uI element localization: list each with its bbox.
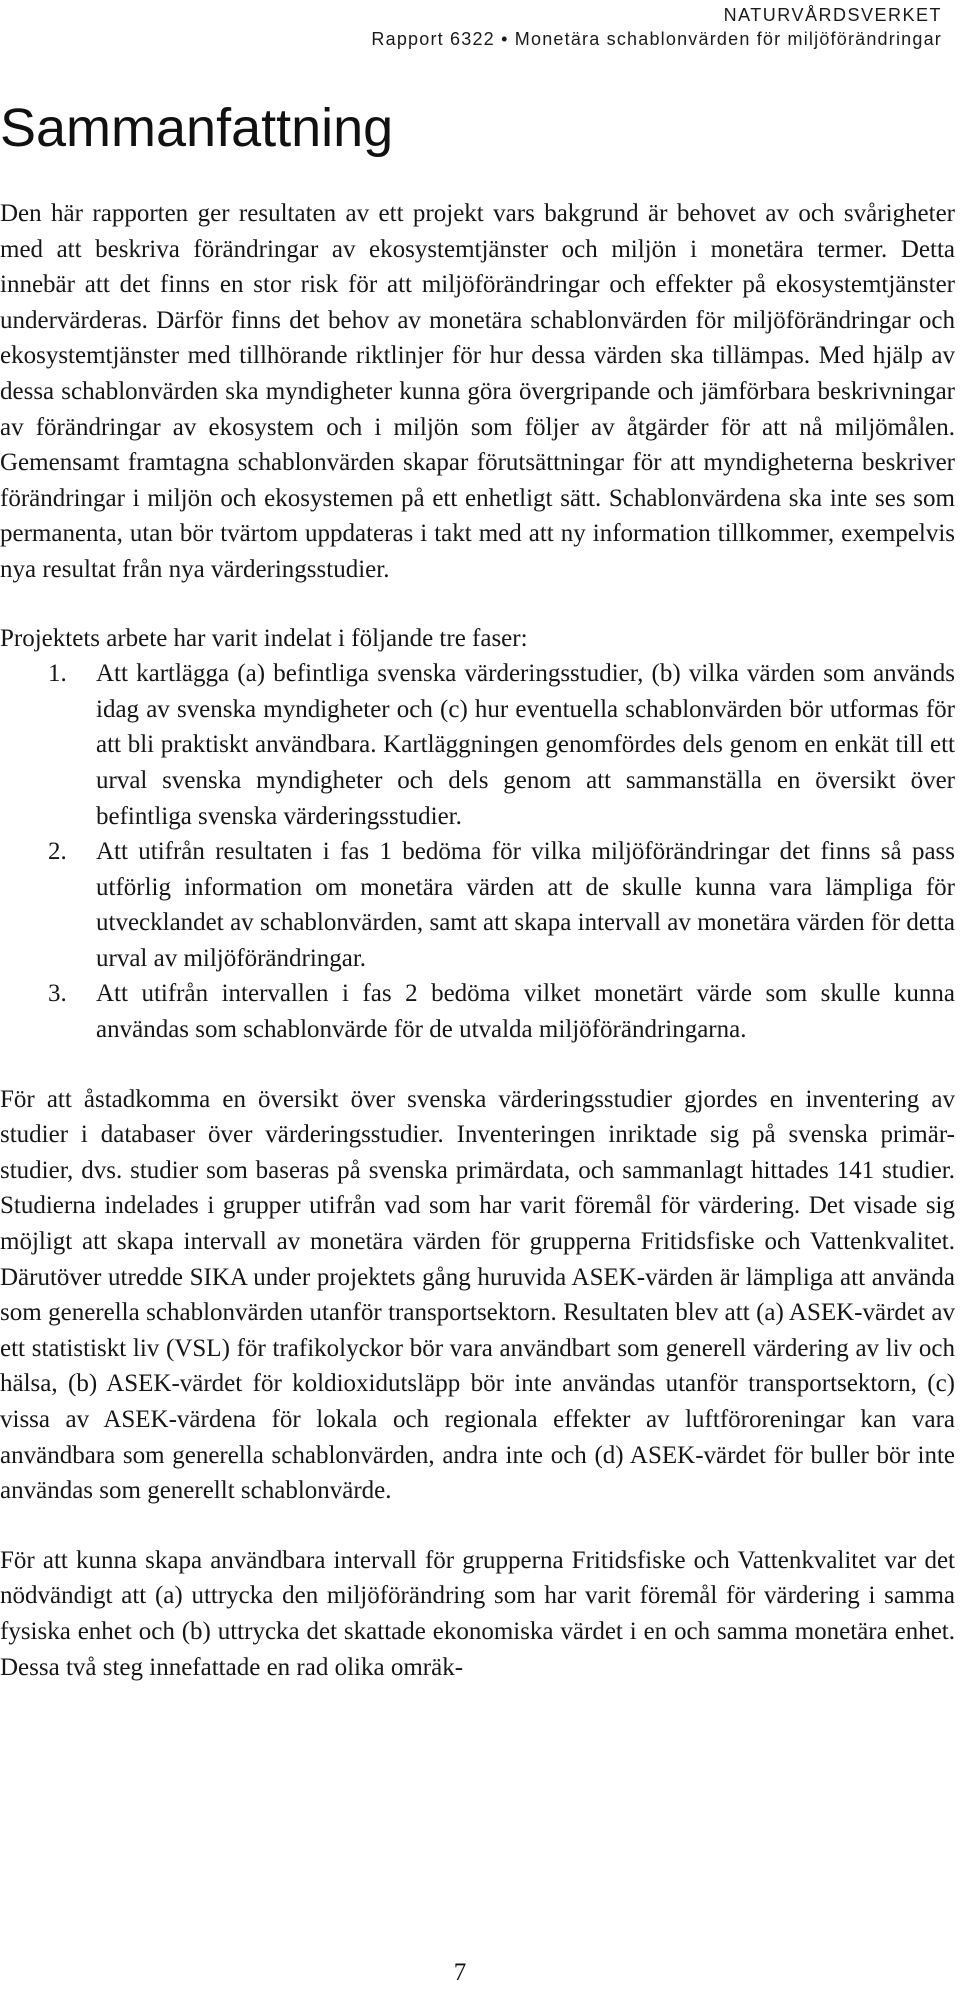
running-header xyxy=(371,0,942,50)
list-item xyxy=(0,834,955,976)
list-item-text: Att kartlägga (a) befintliga svenska värderingsstudier, (b) vilka värden som används idag av svenska myndigheter och (c) hur eventuella schablonvärden bör utformas för att bli praktiskt användbara. Kartläggningen genomfördes dels genom en enkät till ett urval svenska myndigheter och dels genom att sammanställa en översikt över befintliga svenska värderingsstudier. xyxy=(96,660,955,830)
summary-paragraph: Den här rapporten ger resultaten av ett projekt vars bakgrund är behovet av och svårigheter med att beskriva förändringar av ekosystemtjänster och miljön i monetära termer. Detta innebär att det finns en stor risk för att miljöförändringar och effekter på ekosystemtjänster undervärderas. Därför finns det behov av monetära schablonvärden för miljöförändringar och ekosystemtjänster med tillhörande riktlinjer för hur dessa värden ska tillämpas. Med hjälp av dessa schablonvärden ska myndigheter kunna göra övergripande och jämförbara beskrivningar av förändringar av ekosystem och i miljön som följer av åtgärder för att nå miljömålen. Gemensamt framtagna schablonvärden skapar förutsättningar för att myndigheterna beskriver förändringar i miljön och ekosystemen på ett enhetligt sätt. Schablonvärdena ska inte ses som permanenta, utan bör tvärtom uppdateras i takt med att ny information tillkommer, exempelvis nya resultat från nya värderingsstudier. xyxy=(0,200,955,583)
page-number: 7 xyxy=(453,1959,467,1986)
body-text xyxy=(0,196,955,1685)
list-item-number: 2. xyxy=(48,838,67,866)
list-item xyxy=(0,656,955,834)
list-item-number: 3. xyxy=(48,980,67,1008)
list-item-text: Att utifrån resultaten i fas 1 bedöma för vilka miljöförändringar det finns så pass utförlig information om monetära värden att de skulle kunna vara lämpliga för utvecklandet av schablonvärden, samt att skapa intervall av monetära värden för detta urval av miljöförändringar. xyxy=(96,838,955,972)
page-title: Sammanfattning xyxy=(0,98,394,158)
phases-intro: Projektets arbete har varit indelat i följande tre faser: xyxy=(0,624,528,652)
inventory-paragraph: För att åstadkomma en översikt över svenska värderingsstudier gjordes en inventering av studier i databaser över värderingsstudier. Inventeringen inriktade sig på svenska primär-studier, dvs. studier som baseras på svenska primärdata, och sammanlagt hittades 141 studier. Studierna indelades i grupper utifrån vad som har varit föremål för värdering. Det visade sig möjligt att skapa intervall av monetära värden för grupperna Fritidsfiske och Vattenkvalitet. Därutöver utredde SIKA under projektets gång huruvida ASEK-värden är lämpliga att använda som generella schablonvärden utanför transportsektorn. Resultaten blev att (a) ASEK-värdet av ett statistiskt liv (VSL) för trafikolyckor bör vara användbart som generell värdering av liv och hälsa, (b) ASEK-värdet för koldioxidutsläpp bör inte användas utanför transportsektorn, (c) vissa av ASEK-värdena för lokala och regionala effekter av luftföroreningar kan vara användbara som generella schablonvärden, andra inte och (d) ASEK-värdet för buller bör inte användas som generellt schablonvärde. xyxy=(0,1085,955,1505)
list-item xyxy=(0,976,955,1047)
organization-name: NATURVÅRDSVERKET xyxy=(723,5,942,25)
report-title-line: Rapport 6322 • Monetära schablonvärden för miljöförändringar xyxy=(371,29,942,49)
list-item-number: 1. xyxy=(48,660,67,688)
intervals-paragraph: För att kunna skapa användbara intervall för grupperna Fritidsfiske och Vattenkvalitet var det nödvändigt att (a) uttrycka den miljöförändring som har varit föremål för värdering i samma fysiska enhet och (b) uttrycka det skattade ekonomiska värdet i en och samma monetära enhet. Dessa två steg innefattade en rad olika omräk- xyxy=(0,1546,955,1681)
list-item-text: Att utifrån intervallen i fas 2 bedöma vilket monetärt värde som skulle kunna användas som schablonvärde för de utvalda miljöförändringarna. xyxy=(96,980,955,1044)
phases-list xyxy=(0,656,955,1048)
